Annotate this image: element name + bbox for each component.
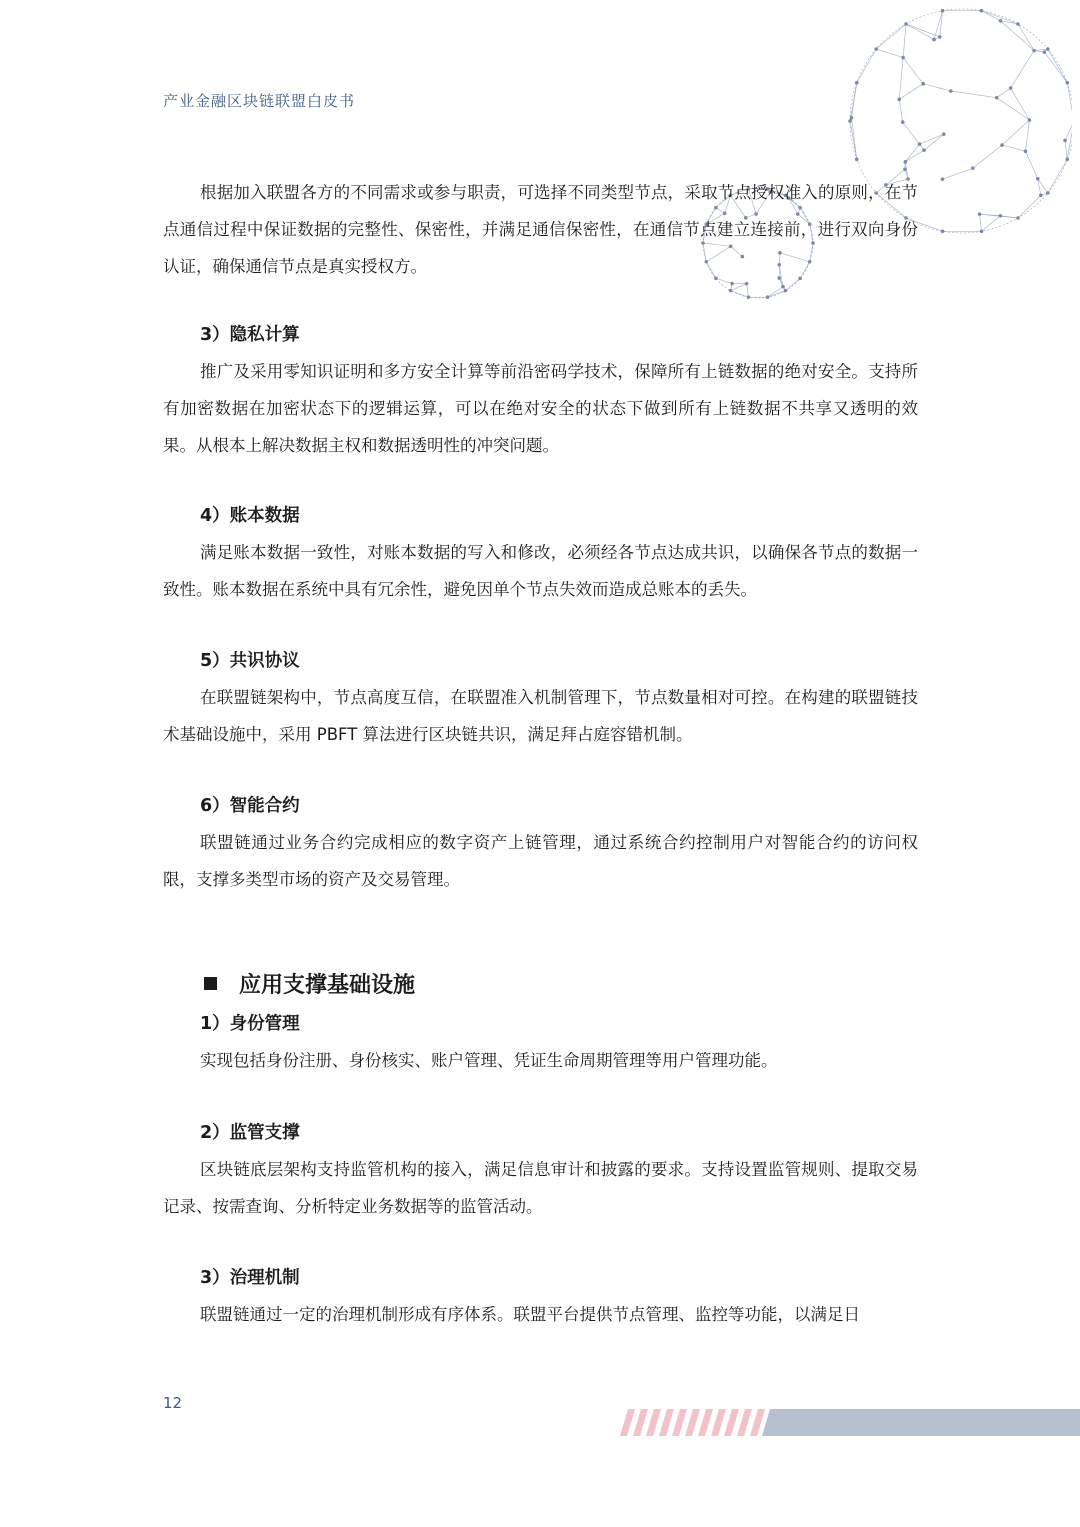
section-body-identity: 实现包括身份注册、身份核实、账户管理、凭证生命周期管理等用户管理功能。 [200, 1051, 778, 1070]
section-body-ledger: 满足账本数据一致性，对账本数据的写入和修改，必须经各节点达成共识，以确保各节点的数据一致性。账本数据在系统中具有冗余性，避免因单个节点失效而造成总账本的丢失。 [163, 543, 918, 599]
section-heading-smart-contract: 6）智能合约 [200, 796, 300, 816]
intro-paragraph: 根据加入联盟各方的不同需求或参与职责，可选择不同类型节点，采取节点授权准入的原则，在节点通信过程中保证数据的完整性、保密性，并满足通信保密性，在通信节点建立连接前，进行双向身份认证，确保通信节点是真实授权方。 [163, 183, 918, 276]
section-heading-ledger: 4）账本数据 [200, 506, 300, 526]
section-heading-identity: 1）身份管理 [200, 1014, 300, 1034]
section-body-governance: 联盟链通过一定的治理机制形成有序体系。联盟平台提供节点管理、监控等功能，以满足日 [200, 1305, 860, 1324]
section-heading-supervision: 2）监管支撑 [200, 1123, 300, 1143]
section-title-infrastructure [204, 968, 415, 999]
page-number: 12 [163, 1394, 183, 1412]
section-heading-privacy: 3）隐私计算 [200, 325, 300, 345]
section-title-text: 应用支撑基础设施 [239, 973, 416, 998]
square-bullet-icon [204, 977, 217, 990]
section-heading-governance: 3）治理机制 [200, 1268, 300, 1288]
footer-stripe-bar [620, 1409, 1080, 1436]
section-body-supervision: 区块链底层架构支持监管机构的接入，满足信息审计和披露的要求。支持设置监管规则、提取交易记录、按需查询、分析特定业务数据等的监管活动。 [163, 1160, 918, 1216]
section-body-consensus: 在联盟链架构中，节点高度互信，在联盟准入机制管理下，节点数量相对可控。在构建的联盟链技术基础设施中，采用 PBFT 算法进行区块链共识，满足拜占庭容错机制。 [163, 688, 918, 744]
section-body-privacy: 推广及采用零知识证明和多方安全计算等前沿密码学技术，保障所有上链数据的绝对安全。支持所有加密数据在加密状态下的逻辑运算，可以在绝对安全的状态下做到所有上链数据不共享又透明的效果。从根本上解决数据主权和数据透明性的冲突问题。 [163, 362, 918, 455]
section-body-smart-contract: 联盟链通过业务合约完成相应的数字资产上链管理，通过系统合约控制用户对智能合约的访问权限，支撑多类型市场的资产及交易管理。 [163, 833, 918, 889]
running-header: 产业金融区块链联盟白皮书 [163, 92, 356, 110]
section-heading-consensus: 5）共识协议 [200, 651, 300, 671]
